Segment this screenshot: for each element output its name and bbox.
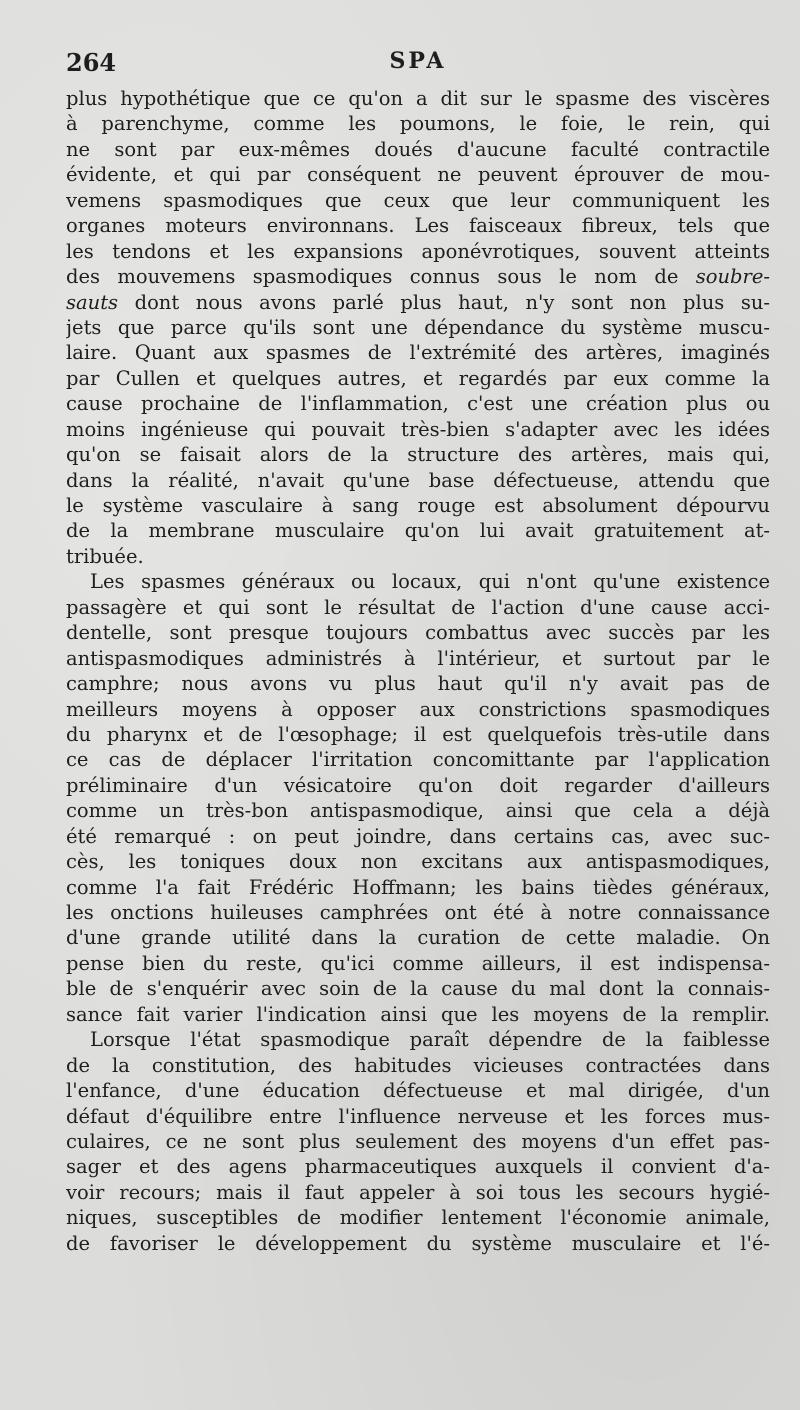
text-line: dentelle, sont presque toujours combattus avec succès par les [66, 621, 770, 645]
body-text [66, 86, 770, 1256]
text-line: ble de s'enquérir avec soin de la cause du mal dont la connais- [66, 977, 770, 1001]
text-line: de favoriser le développement du système musculaire et l'é- [66, 1231, 770, 1255]
text-span: des mouvemens spasmodiques connus sous le nom de [66, 265, 696, 289]
text-line: sager et des agens pharmaceutiques auxquels il convient d'a- [66, 1155, 770, 1179]
text-line: sance fait varier l'indication ainsi que les moyens de la remplir. [66, 1002, 770, 1026]
text-line: le système vasculaire à sang rouge est absolument dépourvu [66, 494, 770, 517]
italic-term: sauts [66, 290, 119, 314]
text-line: cès, les toniques doux non excitans aux antispasmodiques, [66, 850, 770, 874]
text-line [66, 264, 770, 289]
text-line: qu'on se faisait alors de la structure des artères, mais qui, [66, 443, 770, 467]
text-line: défaut d'équilibre entre l'influence nerveuse et les forces mus- [66, 1104, 770, 1128]
text-line: jets que parce qu'ils sont une dépendance du système muscu- [66, 315, 770, 339]
text-line: tribuée. [66, 544, 144, 568]
text-line: antispasmodiques administrés à l'intérieur, et surtout par le [66, 646, 770, 670]
text-line: comme un très-bon antispasmodique, ainsi que cela a déjà [66, 799, 770, 823]
text-line: dans la réalité, n'avait qu'une base défectueuse, attendu que [66, 468, 770, 492]
text-line: culaires, ce ne sont plus seulement des moyens d'un effet pas- [66, 1129, 770, 1153]
text-line: préliminaire d'un vésicatoire qu'on doit regarder d'ailleurs [66, 773, 770, 797]
text-line: les onctions huileuses camphrées ont été à notre connaissance [66, 901, 770, 924]
text-line: camphre; nous avons vu plus haut qu'il n'y avait pas de [66, 672, 770, 696]
text-line: organes moteurs environnans. Les faisceaux fibreux, tels que [66, 214, 770, 238]
text-line: ce cas de déplacer l'irritation concomittante par l'application [66, 748, 770, 772]
text-span: dont nous avons parlé plus haut, n'y sont non plus su- [118, 290, 770, 314]
text-line [66, 290, 770, 315]
text-line: vemens spasmodiques que ceux que leur communiquent les [66, 188, 770, 212]
text-line: du pharynx et de l'œsophage; il est quelquefois très-utile dans [66, 722, 770, 746]
text-line: ne sont par eux-mêmes doués d'aucune faculté contractile [66, 137, 770, 161]
text-line: moins ingénieuse qui pouvait très-bien s'adapter avec les idées [66, 417, 770, 441]
text-line: meilleurs moyens à opposer aux constrictions spasmodiques [66, 697, 770, 721]
text-line: de la membrane musculaire qu'on lui avait gratuitement at- [66, 519, 770, 543]
text-line: par Cullen et quelques autres, et regardés par eux comme la [66, 366, 770, 390]
text-line: les tendons et les expansions aponévrotiques, souvent atteints [66, 239, 770, 263]
text-line: l'enfance, d'une éducation défectueuse et mal dirigée, d'un [66, 1079, 770, 1103]
text-line: d'une grande utilité dans la curation de cette maladie. On [66, 926, 770, 950]
text-line: de la constitution, des habitudes vicieuses contractées dans [66, 1053, 770, 1077]
running-title: SPA [389, 48, 447, 74]
text-line: Lorsque l'état spasmodique paraît dépendre de la faiblesse [90, 1028, 770, 1052]
page-number: 264 [66, 48, 117, 77]
text-line: comme l'a fait Frédéric Hoffmann; les bains tièdes généraux, [66, 875, 770, 899]
text-line: été remarqué : on peut joindre, dans certains cas, avec suc- [66, 824, 770, 848]
text-line: Les spasmes généraux ou locaux, qui n'ont qu'une existence [90, 570, 770, 594]
text-line: cause prochaine de l'inflammation, c'est une création plus ou [66, 392, 770, 416]
text-line: laire. Quant aux spasmes de l'extrémité des artères, imaginés [66, 341, 770, 365]
text-line: à parenchyme, comme les poumons, le foie, le rein, qui [66, 112, 770, 136]
text-line: plus hypothétique que ce qu'on a dit sur le spasme des viscères [66, 87, 770, 110]
text-line: niques, susceptibles de modifier lentement l'économie animale, [66, 1206, 770, 1230]
text-line: évidente, et qui par conséquent ne peuvent éprouver de mou- [66, 163, 770, 187]
text-line: voir recours; mais il faut appeler à soi tous les secours hygié- [66, 1180, 770, 1204]
text-line: passagère et qui sont le résultat de l'action d'une cause acci- [66, 595, 770, 619]
italic-term: soubre- [695, 265, 770, 289]
page-header [66, 48, 770, 82]
text-line: pense bien du reste, qu'ici comme ailleurs, il est indispensa- [66, 951, 770, 975]
